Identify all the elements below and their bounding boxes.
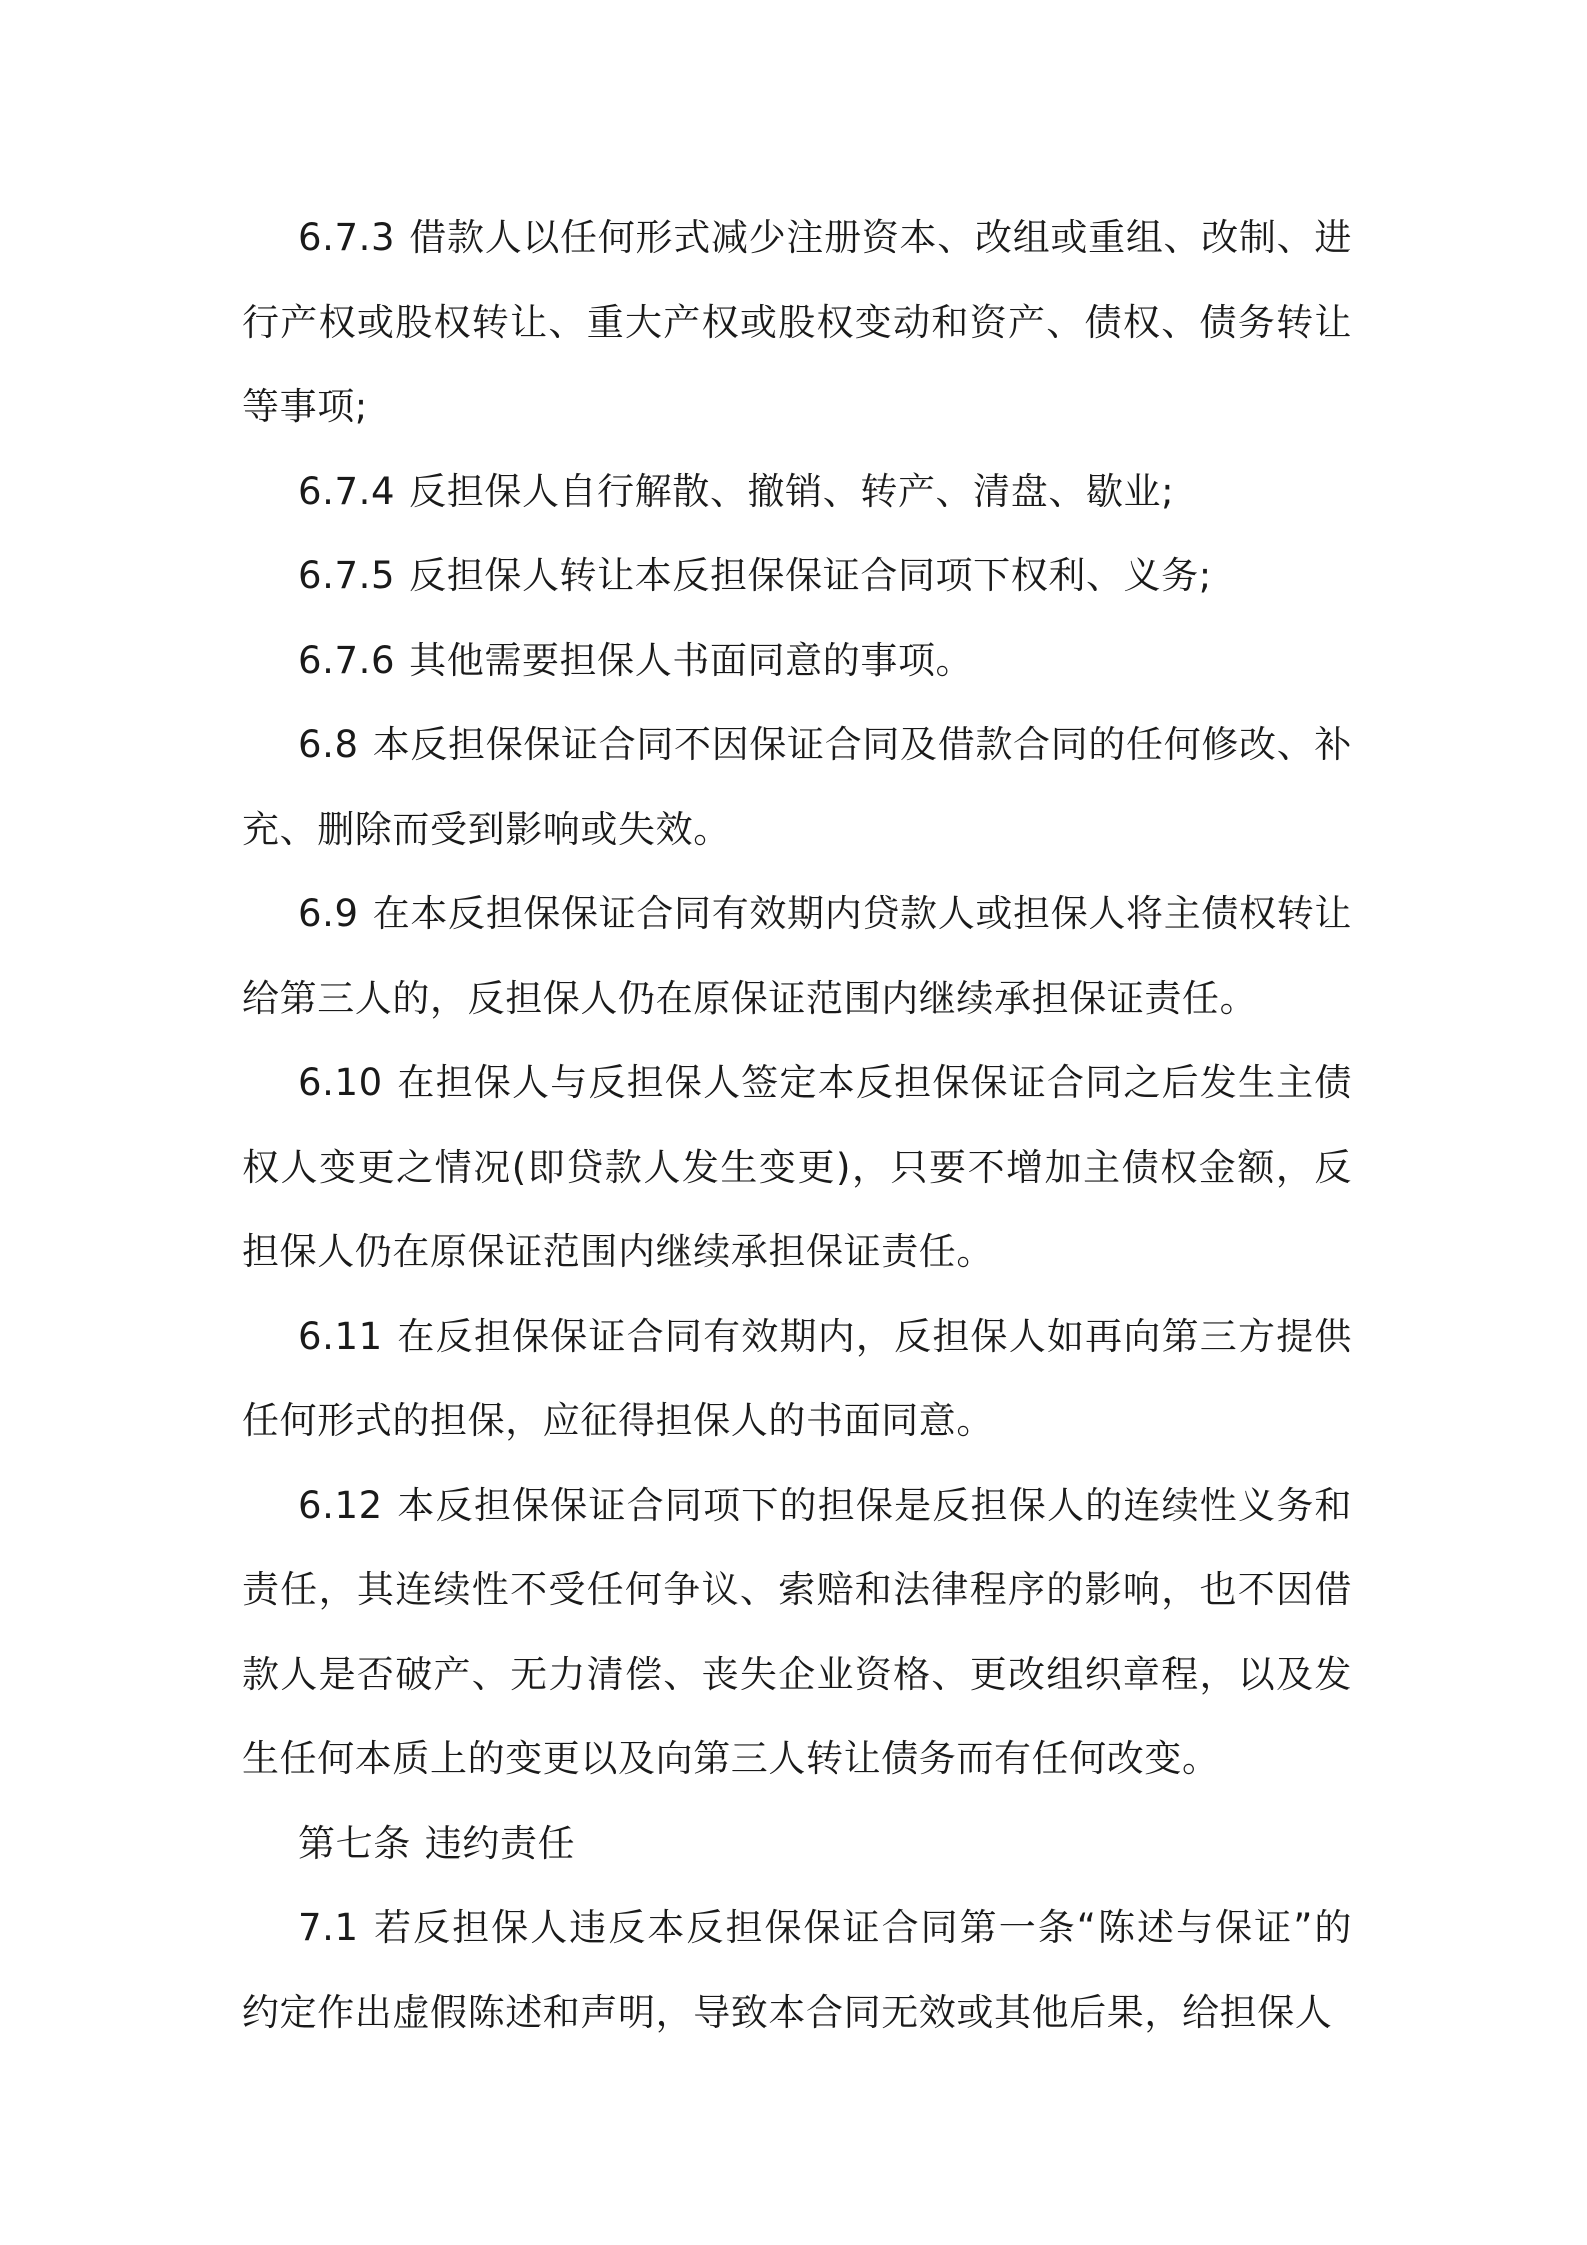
clause-number: 6.10 [298,1061,383,1104]
clause-6-10 [242,1041,1352,1295]
clause-number: 6.8 [298,723,359,766]
clause-text: 反担保人转让本反担保保证合同项下权利、义务; [409,554,1212,597]
section-heading-article-7 [242,1802,1352,1887]
clause-6-7-6 [242,619,1352,704]
clause-6-9 [242,872,1352,1041]
clause-number: 6.7.5 [298,554,396,597]
clause-text: 本反担保保证合同项下的担保是反担保人的连续性义务和责任，其连续性不受任何争议、索赔和法律程序的影响，也不因借款人是否破产、无力清偿、丧失企业资格、更改组织章程，以及发生任何本质上的变更以及向第三人转让债务而有任何改变。 [242,1483,1352,1780]
clause-6-7-5 [242,534,1352,619]
clause-6-12 [242,1464,1352,1802]
clause-text: 在本反担保保证合同有效期内贷款人或担保人将主债权转让给第三人的，反担保人仍在原保证范围内继续承担保证责任。 [242,892,1352,1020]
clause-number: 6.11 [298,1314,383,1358]
clause-6-7-3 [242,196,1352,450]
clause-6-7-4 [242,450,1352,535]
clause-number: 6.7.6 [298,638,396,682]
clause-number: 6.7.4 [298,469,396,513]
clause-text: 在反担保保证合同有效期内，反担保人如再向第三方提供任何形式的担保，应征得担保人的书面同意。 [242,1314,1352,1442]
clause-number: 6.12 [298,1483,383,1527]
clause-6-11 [242,1295,1352,1464]
clause-text: 本反担保保证合同不因保证合同及借款合同的任何修改、补充、删除而受到影响或失效。 [242,723,1352,851]
document-body [242,196,1352,2055]
clause-7-1 [242,1886,1352,2055]
clause-number: 7.1 [298,1906,359,1949]
clause-text: 若反担保人违反本反担保保证合同第一条“陈述与保证”的约定作出虚假陈述和声明，导致本合同无效或其他后果，给担保人 [242,1906,1352,2034]
clause-text: 反担保人自行解散、撤销、转产、清盘、歇业; [409,469,1175,513]
article-label: 第七条 [298,1821,411,1865]
clause-text: 其他需要担保人书面同意的事项。 [409,638,974,682]
clause-text: 在担保人与反担保人签定本反担保保证合同之后发生主债权人变更之情况(即贷款人发生变更)，只要不增加主债权金额，反担保人仍在原保证范围内继续承担保证责任。 [242,1061,1352,1273]
clause-number: 6.9 [298,892,359,935]
clause-6-8 [242,703,1352,872]
clause-number: 6.7.3 [298,216,396,259]
article-title: 违约责任 [424,1821,576,1865]
clause-text: 借款人以任何形式减少注册资本、改组或重组、改制、进行产权或股权转让、重大产权或股权变动和资产、债权、债务转让等事项; [242,216,1352,428]
